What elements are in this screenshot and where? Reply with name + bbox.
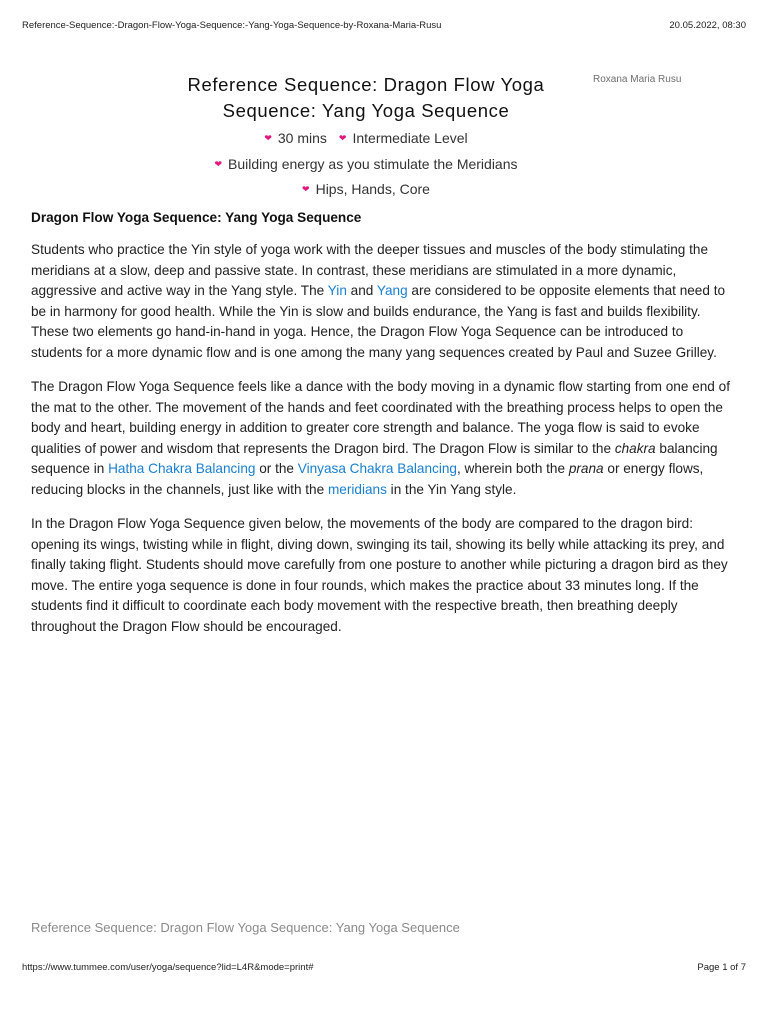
- paragraph-2: [31, 377, 737, 500]
- article-heading: Dragon Flow Yoga Sequence: Yang Yoga Sequence: [31, 210, 362, 225]
- footer-sequence-title: Reference Sequence: Dragon Flow Yoga Sequence: Yang Yoga Sequence: [31, 920, 460, 935]
- meta-duration: [264, 130, 327, 146]
- paragraph-1: [31, 240, 737, 363]
- vinyasa-chakra-balancing-link[interactable]: Vinyasa Chakra Balancing: [297, 461, 457, 476]
- p2-text-3: or the: [255, 461, 298, 476]
- print-header-title: Reference-Sequence:-Dragon-Flow-Yoga-Sequence:-Yang-Yoga-Sequence-by-Roxana-Maria-Rusu: [22, 20, 442, 31]
- p1-text-3: are considered to be opposite elements that need to be in harmony for good health. While the Yin is slow and builds endurance, the Yang is fast and builds flexibility. These two elements go hand-in-hand in yoga. Hence, the Dragon Flow Yoga Sequence can be introduced to students for a more dynamic flow and is one among the many yang sequences created by Paul and Suzee Grilley.: [31, 283, 726, 360]
- meta-level: [339, 130, 468, 146]
- hatha-chakra-balancing-link[interactable]: Hatha Chakra Balancing: [108, 461, 256, 476]
- print-footer: [22, 962, 746, 973]
- level-text: Intermediate Level: [352, 130, 468, 146]
- body-parts-text: Hips, Hands, Core: [315, 181, 430, 197]
- p2-text-6: in the Yin Yang style.: [386, 481, 517, 497]
- meta-line-body-parts: [0, 181, 732, 197]
- pink-dot-icon: ❤: [302, 184, 310, 194]
- meta-focus: [214, 156, 517, 172]
- yin-link[interactable]: Yin: [327, 283, 347, 298]
- author-name: Roxana Maria Rusu: [593, 74, 682, 85]
- print-footer-url[interactable]: https://www.tummee.com/user/yoga/sequence?lid=L4R&mode=print#: [22, 962, 314, 973]
- print-header-datetime: 20.05.2022, 08:30: [669, 20, 746, 31]
- page-title: Reference Sequence: Dragon Flow Yoga Sequence: Yang Yoga Sequence: [187, 74, 545, 121]
- pink-dot-icon: ❤: [214, 159, 223, 169]
- p2-text-1: The Dragon Flow Yoga Sequence feels like a dance with the body moving in a dynamic flow starting from one end of the mat to the other. The movement of the hands and feet coordinated with the breathing process helps to open the body and heart, building energy in addition to greater core strength and balance. The yoga flow is said to evoke qualities of power and wisdom that represents the Dragon bird. The Dragon Flow is similar to the: [31, 379, 730, 456]
- pink-dot-icon: ❤: [338, 133, 347, 143]
- page-number: Page 1 of 7: [697, 962, 746, 973]
- p2-text-5: or energy flows, reducing blocks in the channels, just like with the: [31, 461, 704, 497]
- pink-dot-icon: ❤: [264, 133, 272, 143]
- print-header: [22, 20, 746, 31]
- duration-text: 30 mins: [277, 130, 327, 146]
- meridians-link[interactable]: meridians: [327, 481, 387, 497]
- yang-link[interactable]: Yang: [376, 283, 408, 298]
- p1-text-2: and: [346, 283, 377, 298]
- article-content: [31, 208, 737, 651]
- paragraph-3: In the Dragon Flow Yoga Sequence given below, the movements of the body are compared to the dragon bird: opening its wings, twisting while in flight, diving down, swinging its tail, showing its belly while attacking its prey, and finally taking flight. Students should move carefully from one posture to another while picturing a dragon bird as they move. The entire yoga sequence is done in four rounds, which makes the practice about 33 minutes long. If the students find it difficult to coordinate each body movement with the respective breath, then breathing deeply throughout the Dragon Flow should be encouraged.: [31, 516, 728, 634]
- meta-body-parts: [302, 181, 430, 197]
- focus-text: Building energy as you stimulate the Meridians: [228, 156, 518, 172]
- p2-text-4: , wherein both the: [456, 461, 569, 476]
- p2-text-2: balancing sequence in: [31, 440, 718, 476]
- meta-line-focus: [0, 156, 732, 172]
- chakra-emphasis: chakra: [614, 440, 656, 456]
- prana-emphasis: prana: [568, 461, 604, 476]
- p1-text-1: Students who practice the Yin style of yoga work with the deeper tissues and muscles of the body stimulating the meridians at a slow, deep and passive state. In contrast, these meridians are stimulated in a more dynamic, aggressive and active way in the Yang style. The: [31, 242, 709, 298]
- meta-line-duration-level: [0, 130, 732, 146]
